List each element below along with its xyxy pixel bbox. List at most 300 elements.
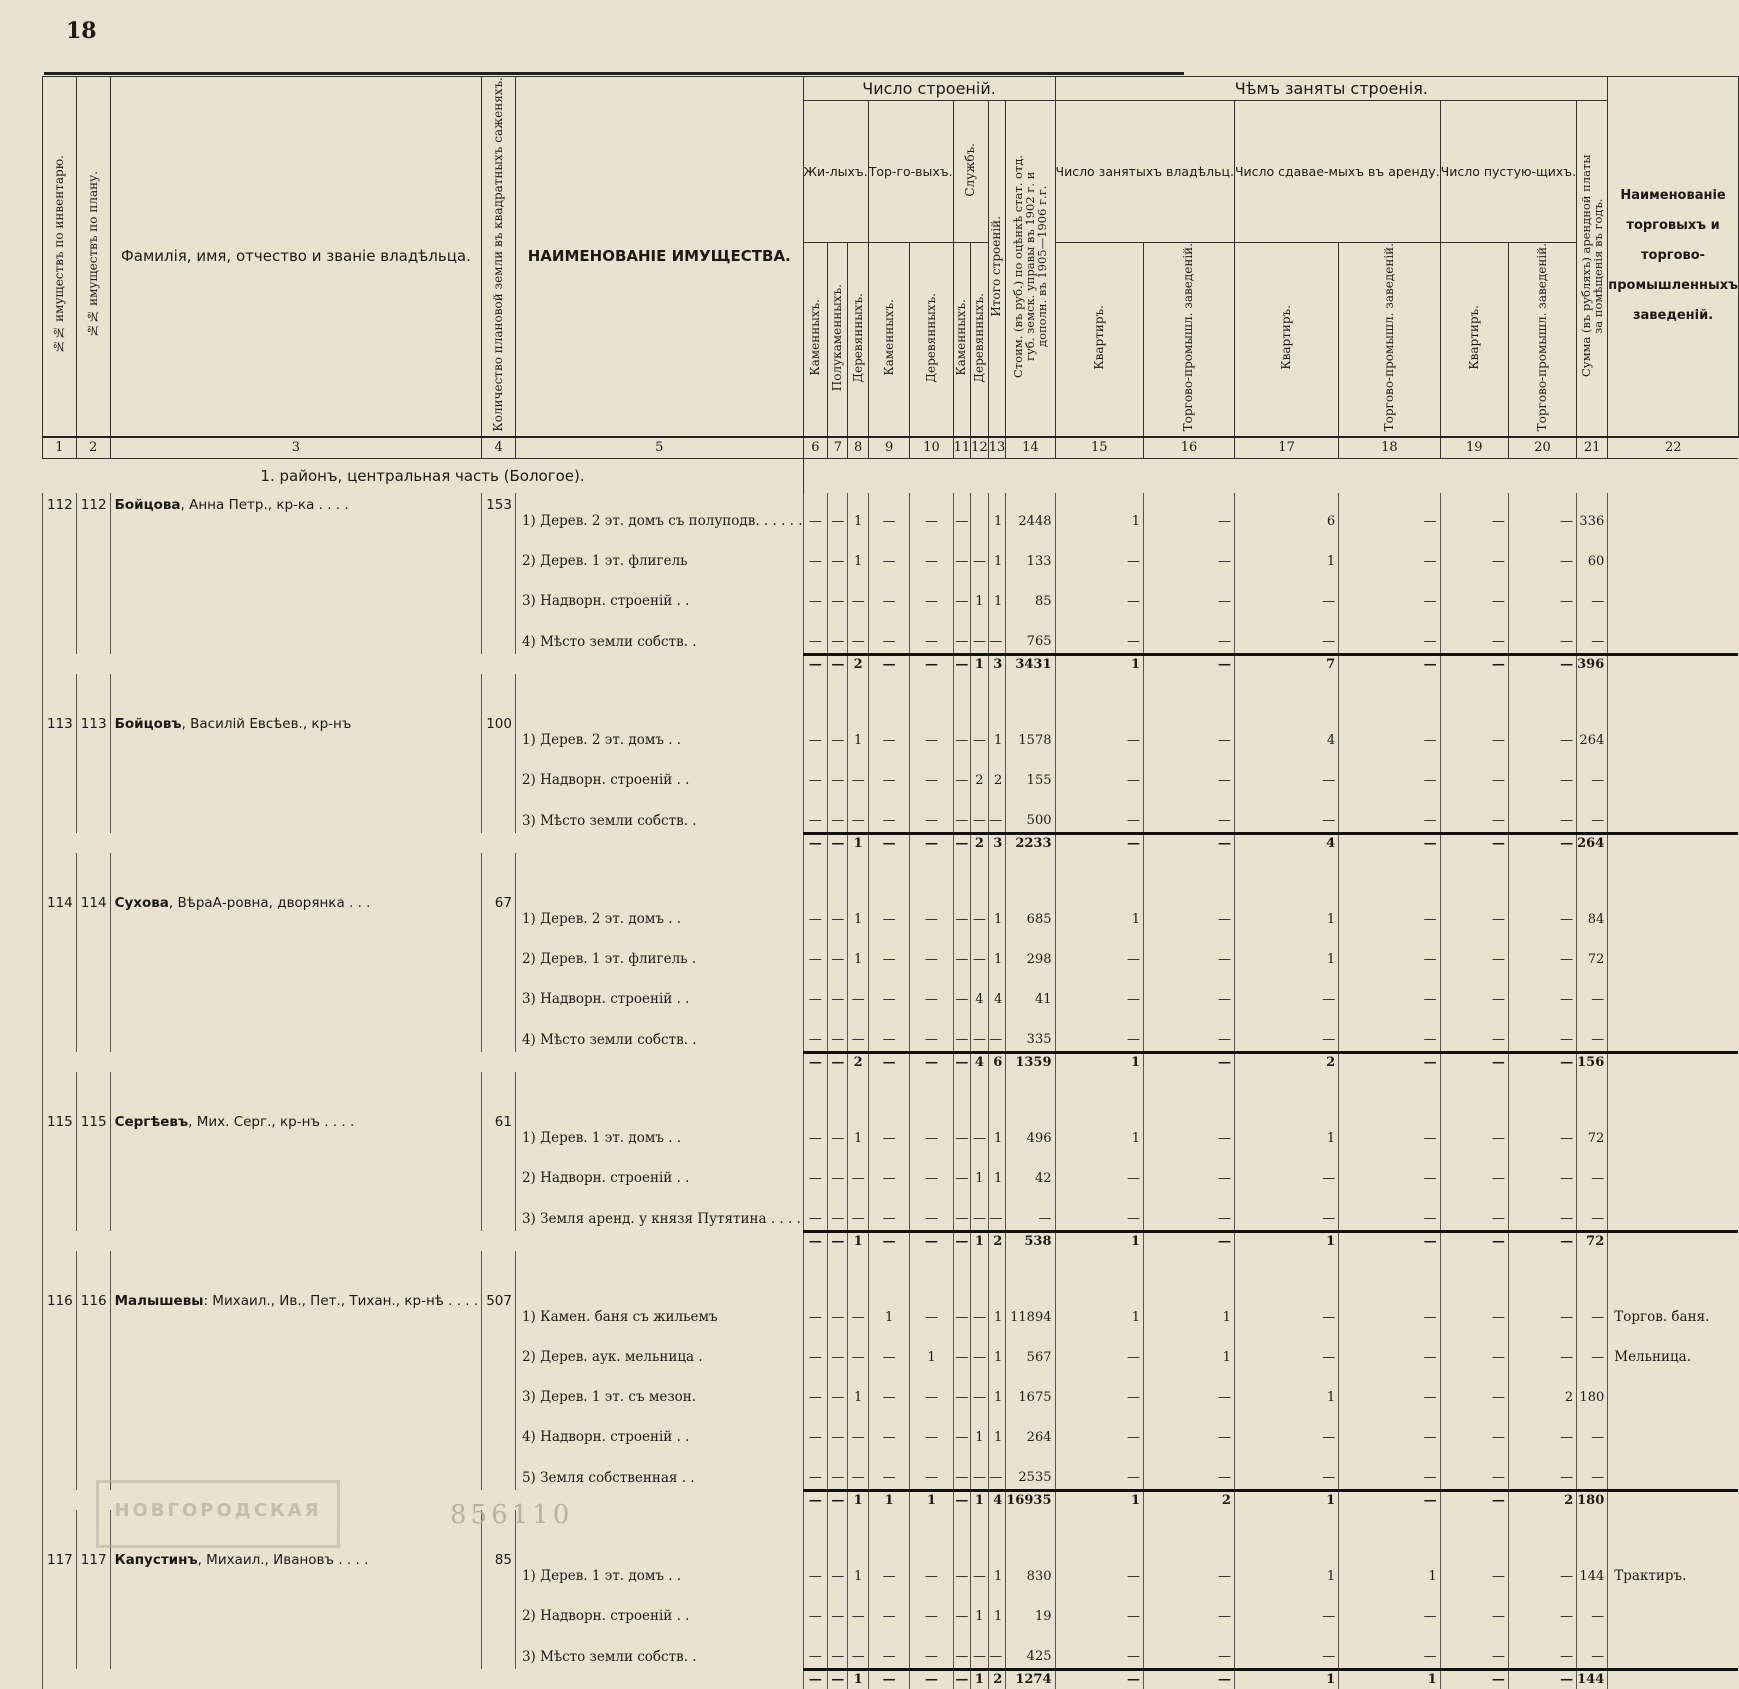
hdr-apt-empty: Квартиръ.	[1440, 243, 1508, 437]
inventory-number: 113	[43, 712, 77, 834]
value-cell: —	[1577, 1150, 1608, 1190]
column-number: 20	[1508, 437, 1576, 459]
value-cell: —	[1577, 573, 1608, 613]
gap-row	[43, 1072, 1739, 1110]
land-area: 100	[482, 712, 516, 834]
value-cell: —	[953, 792, 971, 834]
value-cell: —	[1508, 1190, 1576, 1232]
value-cell: —	[868, 712, 910, 752]
value-cell: —	[971, 613, 989, 655]
value-cell	[1608, 1588, 1739, 1628]
total-cell: —	[1440, 1052, 1508, 1072]
value-cell: —	[1508, 1588, 1576, 1628]
total-cell: —	[828, 1052, 848, 1072]
value-cell: —	[1143, 573, 1234, 613]
value-cell: —	[1339, 613, 1440, 655]
total-cell	[1608, 833, 1739, 853]
value-cell: —	[988, 1011, 1006, 1053]
value-cell: —	[1508, 931, 1576, 971]
total-row	[43, 1669, 1739, 1689]
value-cell: —	[828, 712, 848, 752]
value-cell: 1	[848, 712, 868, 752]
value-cell: —	[868, 573, 910, 613]
value-cell: —	[803, 1548, 828, 1588]
value-cell: —	[1508, 1628, 1576, 1670]
total-spacer	[43, 654, 804, 674]
value-cell: —	[1143, 1011, 1234, 1053]
value-cell: —	[828, 1150, 848, 1190]
hdr-property: НАИМЕНОВАНІЕ ИМУЩЕСТВА.	[515, 77, 803, 437]
hdr-est-owners: Торгово-промышл. заведеній.	[1143, 243, 1234, 437]
value-cell: —	[803, 712, 828, 752]
value-cell: —	[1234, 573, 1338, 613]
value-cell: —	[1440, 1449, 1508, 1491]
value-cell: —	[1508, 1548, 1576, 1588]
value-cell: —	[1055, 533, 1143, 573]
owner-details: , Анна Петр., кр-ка . . . .	[180, 496, 349, 513]
total-cell: 2	[1143, 1490, 1234, 1510]
value-cell: —	[1339, 1110, 1440, 1150]
total-cell: —	[910, 1669, 953, 1689]
value-cell: 1	[1055, 891, 1143, 931]
total-cell	[1608, 654, 1739, 674]
total-cell: —	[1143, 1669, 1234, 1689]
value-cell: —	[868, 533, 910, 573]
value-cell: —	[1508, 712, 1576, 752]
total-cell: —	[828, 654, 848, 674]
column-number: 11	[953, 437, 971, 459]
value-cell: 1	[868, 1289, 910, 1329]
value-cell: —	[910, 1110, 953, 1150]
value-cell: —	[868, 493, 910, 533]
column-number: 16	[1143, 437, 1234, 459]
plan-number: 115	[76, 1110, 110, 1232]
value-cell: —	[848, 1329, 868, 1369]
hdr-land: Количество плановой земли въ квадратныхъ саженяхъ.	[482, 77, 516, 437]
property-item: 5) Земля собственная . .	[515, 1449, 803, 1491]
value-cell: 1	[1055, 493, 1143, 533]
total-spacer	[43, 1669, 804, 1689]
value-cell: —	[1143, 493, 1234, 533]
total-cell: 2233	[1006, 833, 1055, 853]
value-cell: —	[953, 1011, 971, 1053]
value-cell: 1	[848, 1548, 868, 1588]
value-cell: Торгов. баня.	[1608, 1289, 1739, 1329]
value-cell: —	[1234, 1011, 1338, 1053]
value-cell: —	[1577, 613, 1608, 655]
column-number: 1	[43, 437, 77, 459]
table-row	[43, 1548, 1739, 1588]
value-cell: —	[868, 931, 910, 971]
value-cell: —	[1508, 1289, 1576, 1329]
page-number: 18	[66, 18, 97, 44]
column-number: 22	[1608, 437, 1739, 459]
value-cell: —	[1339, 493, 1440, 533]
value-cell: —	[1234, 792, 1338, 834]
value-cell: —	[1055, 1150, 1143, 1190]
total-cell: —	[868, 1669, 910, 1689]
value-cell: —	[828, 1628, 848, 1670]
value-cell	[1608, 1628, 1739, 1670]
value-cell	[1608, 1409, 1739, 1449]
inventory-number: 112	[43, 493, 77, 655]
value-cell: —	[803, 1588, 828, 1628]
value-cell: 1	[1055, 1110, 1143, 1150]
value-cell: —	[988, 1190, 1006, 1232]
value-cell: —	[803, 1409, 828, 1449]
total-cell: —	[1508, 1052, 1576, 1072]
value-cell: —	[910, 1289, 953, 1329]
total-cell: 1359	[1006, 1052, 1055, 1072]
column-number: 18	[1339, 437, 1440, 459]
value-cell: —	[953, 1190, 971, 1232]
value-cell: —	[828, 1190, 848, 1232]
value-cell: —	[953, 1588, 971, 1628]
hdr-stone-trade: Каменныхъ.	[868, 243, 910, 437]
value-cell: —	[910, 931, 953, 971]
value-cell: —	[828, 752, 848, 792]
property-item: 1) Камен. баня съ жильемъ	[515, 1289, 803, 1329]
value-cell: 11894	[1006, 1289, 1055, 1329]
value-cell: 1	[988, 931, 1006, 971]
value-cell: —	[1339, 752, 1440, 792]
hdr-rent-sum: Сумма (въ рубляхъ) арендной платы за помѣщенія въ годъ.	[1577, 101, 1608, 437]
column-number: 9	[868, 437, 910, 459]
hdr-col2: №№ имуществъ по плану.	[76, 77, 110, 437]
plan-number: 116	[76, 1289, 110, 1491]
value-cell: 1578	[1006, 712, 1055, 752]
value-cell: —	[828, 971, 848, 1011]
value-cell: 2535	[1006, 1449, 1055, 1491]
column-number: 13	[988, 437, 1006, 459]
total-cell: 1	[1234, 1231, 1338, 1251]
value-cell: —	[803, 1628, 828, 1670]
value-cell	[1608, 1150, 1739, 1190]
value-cell: —	[1508, 1011, 1576, 1053]
value-cell: 1	[988, 493, 1006, 533]
value-cell: —	[1055, 792, 1143, 834]
value-cell: —	[910, 752, 953, 792]
value-cell: 1	[988, 1588, 1006, 1628]
value-cell: 4	[988, 971, 1006, 1011]
total-cell: —	[803, 1669, 828, 1689]
value-cell: 42	[1006, 1150, 1055, 1190]
value-cell: —	[828, 1588, 848, 1628]
total-cell: —	[910, 1052, 953, 1072]
total-cell: —	[828, 1231, 848, 1251]
total-cell: 1	[971, 654, 989, 674]
value-cell: —	[803, 1329, 828, 1369]
total-cell: —	[1339, 1490, 1440, 1510]
value-cell: 1	[971, 1150, 989, 1190]
total-cell: 1	[1339, 1669, 1440, 1689]
value-cell: —	[848, 971, 868, 1011]
property-item: 3) Мѣсто земли собств. .	[515, 1628, 803, 1670]
value-cell: —	[803, 752, 828, 792]
total-cell: —	[1339, 654, 1440, 674]
value-cell: —	[1055, 1011, 1143, 1053]
total-row	[43, 654, 1739, 674]
value-cell: —	[910, 573, 953, 613]
owner-surname: Бойцовъ	[114, 715, 182, 732]
value-cell: —	[971, 533, 989, 573]
table-row	[43, 493, 1739, 533]
value-cell: —	[910, 1190, 953, 1232]
value-cell: —	[1339, 573, 1440, 613]
value-cell: —	[971, 1369, 989, 1409]
value-cell: 4	[971, 971, 989, 1011]
value-cell: —	[971, 1011, 989, 1053]
total-cell: 1	[1055, 1231, 1143, 1251]
total-cell: —	[1339, 1052, 1440, 1072]
total-cell: 1	[868, 1490, 910, 1510]
property-item: 2) Дерев. аук. мельница .	[515, 1329, 803, 1369]
value-cell: —	[1508, 493, 1576, 533]
value-cell: —	[848, 1409, 868, 1449]
total-spacer	[43, 1231, 804, 1251]
value-cell: —	[953, 1329, 971, 1369]
value-cell: 1	[848, 533, 868, 573]
value-cell: —	[1440, 1289, 1508, 1329]
owner-surname: Капустинъ	[114, 1551, 198, 1568]
value-cell: —	[910, 1588, 953, 1628]
total-cell: 2	[971, 833, 989, 853]
value-cell: —	[848, 1190, 868, 1232]
value-cell: —	[828, 1369, 848, 1409]
total-cell: —	[1143, 833, 1234, 853]
value-cell: —	[1339, 1628, 1440, 1670]
value-cell: 1	[1234, 931, 1338, 971]
value-cell: —	[828, 1548, 848, 1588]
value-cell: 1	[910, 1329, 953, 1369]
table-row	[43, 891, 1739, 931]
value-cell: —	[1234, 1190, 1338, 1232]
value-cell: —	[828, 1011, 848, 1053]
total-cell: 3	[988, 833, 1006, 853]
total-cell: 4	[988, 1490, 1006, 1510]
value-cell: 335	[1006, 1011, 1055, 1053]
value-cell: —	[1508, 1110, 1576, 1150]
plan-number: 114	[76, 891, 110, 1053]
value-cell: —	[1055, 712, 1143, 752]
total-cell: —	[868, 1052, 910, 1072]
hdr-occ-owners: Число занятыхъ владѣльц.	[1055, 101, 1234, 243]
value-cell: —	[868, 1449, 910, 1491]
value-cell: 1	[988, 1110, 1006, 1150]
value-cell: 144	[1577, 1548, 1608, 1588]
value-cell: —	[848, 1628, 868, 1670]
total-cell: —	[868, 654, 910, 674]
value-cell: —	[1143, 971, 1234, 1011]
value-cell: —	[910, 1150, 953, 1190]
total-cell: —	[953, 1231, 971, 1251]
value-cell: —	[1055, 573, 1143, 613]
total-cell: 2	[1234, 1052, 1338, 1072]
value-cell: —	[953, 712, 971, 752]
value-cell: 1	[988, 1289, 1006, 1329]
value-cell: —	[1234, 1449, 1338, 1491]
column-number: 14	[1006, 437, 1055, 459]
total-cell: —	[1440, 654, 1508, 674]
value-cell: 567	[1006, 1329, 1055, 1369]
property-item: 2) Дерев. 1 эт. флигель	[515, 533, 803, 573]
column-numbers-row	[43, 437, 1739, 459]
value-cell: —	[868, 1628, 910, 1670]
value-cell: —	[848, 1011, 868, 1053]
value-cell: 1	[971, 573, 989, 613]
value-cell: —	[953, 1289, 971, 1329]
total-cell	[1608, 1231, 1739, 1251]
value-cell: —	[910, 1449, 953, 1491]
total-cell: —	[1508, 1231, 1576, 1251]
value-cell: —	[1055, 931, 1143, 971]
total-cell: 2	[848, 654, 868, 674]
value-cell: —	[1339, 1150, 1440, 1190]
value-cell: 1	[848, 1369, 868, 1409]
owner-cell	[110, 493, 482, 655]
value-cell: —	[1339, 533, 1440, 573]
total-cell: 16935	[1006, 1490, 1055, 1510]
value-cell: —	[803, 891, 828, 931]
value-cell: —	[953, 891, 971, 931]
section-title: 1. районъ, центральная часть (Бологое).	[260, 466, 585, 485]
value-cell: 1	[1055, 1289, 1143, 1329]
hdr-wooden-living: Деревянныхъ.	[848, 243, 868, 437]
value-cell: —	[1143, 1449, 1234, 1491]
value-cell: 685	[1006, 891, 1055, 931]
value-cell	[1608, 792, 1739, 834]
value-cell: —	[910, 493, 953, 533]
column-number: 8	[848, 437, 868, 459]
value-cell: —	[803, 533, 828, 573]
hdr-apt-rent: Квартиръ.	[1234, 243, 1338, 437]
owner-details: , Михаил., Ивановъ . . . .	[197, 1551, 369, 1568]
value-cell: 6	[1234, 493, 1338, 533]
top-rule	[44, 72, 1184, 75]
property-item: 3) Надворн. строеній . .	[515, 971, 803, 1011]
total-cell: 7	[1234, 654, 1338, 674]
value-cell: —	[1577, 752, 1608, 792]
value-cell: —	[803, 493, 828, 533]
property-item: 2) Надворн. строеній . .	[515, 1150, 803, 1190]
hdr-trade: Тор-го-выхъ.	[868, 101, 953, 243]
total-cell: —	[803, 833, 828, 853]
property-item: 1) Дерев. 2 эт. домъ . .	[515, 712, 803, 752]
total-cell: 2	[1508, 1490, 1576, 1510]
value-cell: 1675	[1006, 1369, 1055, 1409]
value-cell: —	[1234, 1329, 1338, 1369]
value-cell: —	[1577, 971, 1608, 1011]
value-cell: —	[1440, 1329, 1508, 1369]
value-cell: 1	[988, 891, 1006, 931]
value-cell	[1608, 971, 1739, 1011]
total-cell: —	[1339, 833, 1440, 853]
value-cell: —	[828, 1409, 848, 1449]
value-cell: —	[1143, 613, 1234, 655]
plan-number: 112	[76, 493, 110, 655]
value-cell: —	[1577, 1190, 1608, 1232]
value-cell: 1	[988, 712, 1006, 752]
value-cell: —	[868, 891, 910, 931]
property-item: 4) Мѣсто земли собств. .	[515, 1011, 803, 1053]
value-cell: 1	[988, 1150, 1006, 1190]
value-cell: —	[910, 1628, 953, 1670]
value-cell: —	[1508, 1150, 1576, 1190]
value-cell: 1	[988, 1548, 1006, 1588]
value-cell: —	[1440, 573, 1508, 613]
value-cell: 2	[1508, 1369, 1576, 1409]
hdr-est-rent: Торгово-промышл. заведеній.	[1339, 243, 1440, 437]
value-cell: —	[953, 1150, 971, 1190]
hdr-group-buildings: Число строеній.	[803, 77, 1055, 101]
value-cell: —	[971, 1628, 989, 1670]
owner-cell	[110, 1289, 482, 1491]
value-cell: —	[953, 752, 971, 792]
total-cell: —	[1055, 833, 1143, 853]
value-cell: 500	[1006, 792, 1055, 834]
value-cell: —	[828, 1110, 848, 1150]
total-cell: —	[953, 1052, 971, 1072]
value-cell: —	[868, 1548, 910, 1588]
total-cell: 6	[988, 1052, 1006, 1072]
value-cell: —	[1143, 1409, 1234, 1449]
value-cell: —	[828, 533, 848, 573]
value-cell: 2	[971, 752, 989, 792]
value-cell: —	[1339, 1289, 1440, 1329]
table-row	[43, 1110, 1739, 1150]
total-cell: 538	[1006, 1231, 1055, 1251]
value-cell: —	[910, 1369, 953, 1409]
value-cell: —	[988, 1449, 1006, 1491]
value-cell: —	[910, 971, 953, 1011]
value-cell: —	[868, 613, 910, 655]
value-cell	[1608, 533, 1739, 573]
table-row	[43, 1289, 1739, 1329]
value-cell: —	[953, 931, 971, 971]
value-cell: —	[1143, 752, 1234, 792]
value-cell: —	[1440, 752, 1508, 792]
value-cell: Мельница.	[1608, 1329, 1739, 1369]
total-cell: 396	[1577, 654, 1608, 674]
value-cell: —	[1055, 971, 1143, 1011]
value-cell: —	[1143, 931, 1234, 971]
total-cell: 2	[988, 1669, 1006, 1689]
owner-details: , ВѣраА-ровна, дворянка . . .	[168, 894, 371, 911]
value-cell: —	[868, 1588, 910, 1628]
value-cell: —	[1440, 1190, 1508, 1232]
value-cell: —	[971, 891, 989, 931]
value-cell: 4	[1234, 712, 1338, 752]
value-cell: —	[868, 792, 910, 834]
land-area: 507	[482, 1289, 516, 1491]
total-cell: 4	[971, 1052, 989, 1072]
property-item: 3) Мѣсто земли собств. .	[515, 792, 803, 834]
value-cell: —	[1055, 1329, 1143, 1369]
value-cell: —	[910, 1548, 953, 1588]
value-cell: —	[910, 613, 953, 655]
property-item: 2) Дерев. 1 эт. флигель .	[515, 931, 803, 971]
property-item: 4) Мѣсто земли собств. .	[515, 613, 803, 655]
value-cell: —	[953, 971, 971, 1011]
hdr-est-empty: Торгово-промышл. заведеній.	[1508, 243, 1576, 437]
value-cell	[1608, 1110, 1739, 1150]
value-cell: 1	[848, 1110, 868, 1150]
owner-cell	[110, 712, 482, 834]
total-cell: —	[953, 1490, 971, 1510]
value-cell: —	[1440, 533, 1508, 573]
total-cell: 156	[1577, 1052, 1608, 1072]
gap-row	[43, 674, 1739, 712]
